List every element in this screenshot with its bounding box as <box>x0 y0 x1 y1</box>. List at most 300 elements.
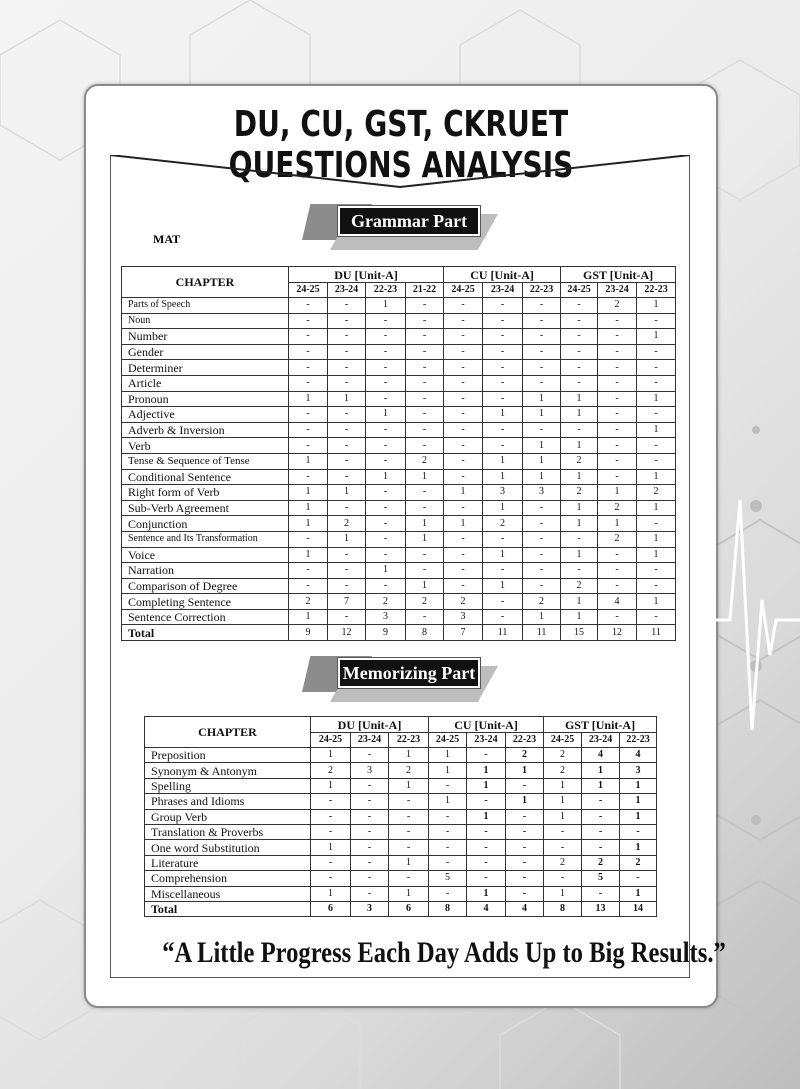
value-cell: - <box>351 794 389 809</box>
value-cell: 2 <box>561 485 598 501</box>
value-cell: - <box>328 453 366 469</box>
value-cell: - <box>289 438 328 454</box>
value-cell: - <box>637 407 676 423</box>
value-cell: - <box>406 407 444 423</box>
value-cell: - <box>351 840 389 855</box>
value-cell: - <box>506 824 544 839</box>
chapter-cell: Spelling <box>145 778 311 793</box>
value-cell: - <box>311 794 351 809</box>
value-cell: 1 <box>406 531 444 547</box>
group-header-du: DU [Unit-A] <box>289 267 444 283</box>
value-cell: - <box>328 547 366 563</box>
value-cell: - <box>523 563 561 579</box>
value-cell: - <box>366 313 406 329</box>
table-row <box>122 516 676 532</box>
chapter-cell: Pronoun <box>122 391 289 407</box>
value-cell: - <box>561 344 598 360</box>
value-cell: 2 <box>406 594 444 610</box>
chapter-header: CHAPTER <box>122 267 289 298</box>
value-cell: 4 <box>582 748 620 763</box>
value-cell: - <box>444 563 483 579</box>
value-cell: 2 <box>366 594 406 610</box>
value-cell: - <box>523 547 561 563</box>
value-cell: - <box>429 824 467 839</box>
year-header: 23-24 <box>483 283 523 298</box>
value-cell: - <box>467 748 506 763</box>
value-cell: 1 <box>582 763 620 778</box>
table-row <box>145 840 657 855</box>
value-cell: - <box>351 809 389 824</box>
value-cell: - <box>328 375 366 391</box>
value-cell: 1 <box>366 469 406 485</box>
value-cell: 3 <box>366 609 406 625</box>
value-cell: 2 <box>483 516 523 532</box>
total-row <box>122 625 676 641</box>
value-cell: - <box>366 360 406 376</box>
value-cell: 2 <box>328 516 366 532</box>
grammar-table <box>121 266 676 641</box>
value-cell: - <box>506 855 544 870</box>
heartbeat-line-icon <box>716 480 800 760</box>
value-cell: 2 <box>620 855 657 870</box>
group-header-du: DU [Unit-A] <box>311 717 429 733</box>
value-cell: 1 <box>483 578 523 594</box>
value-cell: 1 <box>289 453 328 469</box>
value-cell: - <box>506 871 544 886</box>
chapter-cell: Sentence and Its Transformation <box>122 531 289 547</box>
value-cell: 1 <box>328 391 366 407</box>
year-header: 24-25 <box>311 733 351 748</box>
total-label: Total <box>122 625 289 641</box>
value-cell: 2 <box>389 763 429 778</box>
total-cell: 14 <box>620 901 657 916</box>
value-cell: - <box>444 375 483 391</box>
total-cell: 12 <box>328 625 366 641</box>
value-cell: - <box>351 748 389 763</box>
value-cell: - <box>483 313 523 329</box>
year-header: 22-23 <box>506 733 544 748</box>
value-cell: - <box>561 298 598 314</box>
value-cell: - <box>311 871 351 886</box>
value-cell: 2 <box>637 485 676 501</box>
table-row <box>122 344 676 360</box>
value-cell: 1 <box>637 329 676 345</box>
value-cell: 1 <box>429 763 467 778</box>
grammar-banner-label: Grammar Part <box>338 206 480 236</box>
value-cell: - <box>406 391 444 407</box>
table-row <box>122 375 676 391</box>
value-cell: - <box>444 531 483 547</box>
value-cell: - <box>366 375 406 391</box>
value-cell: - <box>582 794 620 809</box>
value-cell: - <box>351 886 389 901</box>
value-cell: 3 <box>351 763 389 778</box>
value-cell: - <box>289 298 328 314</box>
group-header-gst: GST [Unit-A] <box>544 717 657 733</box>
chapter-cell: Literature <box>145 855 311 870</box>
value-cell: 3 <box>483 485 523 501</box>
year-header: 23-24 <box>328 283 366 298</box>
value-cell: 1 <box>620 886 657 901</box>
table-row <box>122 485 676 501</box>
value-cell: - <box>406 438 444 454</box>
value-cell: - <box>351 871 389 886</box>
value-cell: 1 <box>289 516 328 532</box>
value-cell: - <box>637 360 676 376</box>
value-cell: - <box>328 469 366 485</box>
value-cell: - <box>389 840 429 855</box>
value-cell: - <box>561 360 598 376</box>
value-cell: 1 <box>637 500 676 516</box>
total-cell: 11 <box>523 625 561 641</box>
value-cell: - <box>406 313 444 329</box>
value-cell: - <box>598 469 637 485</box>
value-cell: 1 <box>467 763 506 778</box>
chapter-cell: Article <box>122 375 289 391</box>
chapter-cell: Phrases and Idioms <box>145 794 311 809</box>
value-cell: - <box>406 547 444 563</box>
table-row <box>122 563 676 579</box>
value-cell: - <box>561 422 598 438</box>
value-cell: 1 <box>523 407 561 423</box>
chapter-cell: Comprehension <box>145 871 311 886</box>
table-row <box>145 886 657 901</box>
value-cell: - <box>351 824 389 839</box>
value-cell: 1 <box>561 407 598 423</box>
value-cell: - <box>483 594 523 610</box>
chapter-cell: Gender <box>122 344 289 360</box>
value-cell: 1 <box>483 453 523 469</box>
total-cell: 11 <box>483 625 523 641</box>
value-cell: 1 <box>637 469 676 485</box>
total-cell: 7 <box>444 625 483 641</box>
value-cell: 2 <box>598 298 637 314</box>
year-header: 23-24 <box>598 283 637 298</box>
value-cell: - <box>444 578 483 594</box>
year-header: 22-23 <box>366 283 406 298</box>
value-cell: - <box>523 360 561 376</box>
table-row <box>122 609 676 625</box>
value-cell: - <box>444 469 483 485</box>
value-cell: 2 <box>544 763 582 778</box>
chapter-cell: Noun <box>122 313 289 329</box>
value-cell: - <box>483 360 523 376</box>
value-cell: 1 <box>561 469 598 485</box>
value-cell: - <box>289 563 328 579</box>
value-cell: - <box>366 516 406 532</box>
value-cell: 1 <box>467 886 506 901</box>
table-row <box>145 748 657 763</box>
value-cell: 1 <box>366 407 406 423</box>
value-cell: 3 <box>444 609 483 625</box>
value-cell: 1 <box>561 516 598 532</box>
value-cell: - <box>467 794 506 809</box>
value-cell: - <box>328 500 366 516</box>
chapter-cell: Conjunction <box>122 516 289 532</box>
table-row <box>122 360 676 376</box>
value-cell: 1 <box>328 485 366 501</box>
value-cell: - <box>483 298 523 314</box>
value-cell: - <box>561 329 598 345</box>
table-row <box>145 855 657 870</box>
value-cell: - <box>289 531 328 547</box>
value-cell: - <box>523 422 561 438</box>
value-cell: - <box>620 871 657 886</box>
value-cell: - <box>406 485 444 501</box>
value-cell: - <box>598 422 637 438</box>
value-cell: - <box>429 809 467 824</box>
value-cell: - <box>406 329 444 345</box>
table-row <box>122 422 676 438</box>
value-cell: - <box>366 329 406 345</box>
value-cell: 3 <box>620 763 657 778</box>
value-cell: - <box>406 344 444 360</box>
value-cell: - <box>523 500 561 516</box>
value-cell: - <box>366 485 406 501</box>
value-cell: 2 <box>523 594 561 610</box>
value-cell: 1 <box>637 547 676 563</box>
value-cell: 1 <box>406 516 444 532</box>
value-cell: 1 <box>289 547 328 563</box>
value-cell: - <box>289 313 328 329</box>
value-cell: - <box>429 886 467 901</box>
table-row <box>122 298 676 314</box>
value-cell: 2 <box>406 453 444 469</box>
year-header: 24-25 <box>429 733 467 748</box>
value-cell: - <box>444 422 483 438</box>
value-cell: 2 <box>289 594 328 610</box>
value-cell: - <box>598 578 637 594</box>
total-cell: 12 <box>598 625 637 641</box>
value-cell: - <box>598 563 637 579</box>
value-cell: 1 <box>444 485 483 501</box>
value-cell: - <box>523 313 561 329</box>
value-cell: - <box>523 344 561 360</box>
table-row <box>122 594 676 610</box>
group-header-cu: CU [Unit-A] <box>444 267 561 283</box>
value-cell: - <box>637 344 676 360</box>
value-cell: 1 <box>561 391 598 407</box>
value-cell: 1 <box>483 469 523 485</box>
chapter-cell: Group Verb <box>145 809 311 824</box>
value-cell: 2 <box>582 855 620 870</box>
value-cell: - <box>366 547 406 563</box>
table-row <box>122 469 676 485</box>
value-cell: - <box>582 886 620 901</box>
chapter-cell: Comparison of Degree <box>122 578 289 594</box>
value-cell: 1 <box>637 422 676 438</box>
value-cell: - <box>523 578 561 594</box>
year-header: 24-25 <box>544 733 582 748</box>
value-cell: - <box>483 609 523 625</box>
value-cell: - <box>506 809 544 824</box>
table-row <box>122 547 676 563</box>
table-row <box>145 809 657 824</box>
value-cell: - <box>289 329 328 345</box>
value-cell: - <box>328 298 366 314</box>
total-label: Total <box>145 901 311 916</box>
value-cell: - <box>389 809 429 824</box>
chapter-cell: Sub-Verb Agreement <box>122 500 289 516</box>
value-cell: 1 <box>637 531 676 547</box>
value-cell: 1 <box>429 748 467 763</box>
value-cell: - <box>444 500 483 516</box>
value-cell: - <box>289 422 328 438</box>
year-header: 22-23 <box>523 283 561 298</box>
value-cell: 5 <box>429 871 467 886</box>
value-cell: 7 <box>328 594 366 610</box>
value-cell: - <box>483 531 523 547</box>
value-cell: - <box>483 438 523 454</box>
chapter-cell: Sentence Correction <box>122 609 289 625</box>
value-cell: - <box>544 824 582 839</box>
total-cell: 13 <box>582 901 620 916</box>
value-cell: 1 <box>311 840 351 855</box>
value-cell: 1 <box>620 809 657 824</box>
value-cell: - <box>637 438 676 454</box>
value-cell: - <box>289 407 328 423</box>
value-cell: - <box>429 840 467 855</box>
value-cell: 1 <box>406 578 444 594</box>
table-row <box>145 778 657 793</box>
value-cell: - <box>366 500 406 516</box>
value-cell: 1 <box>598 485 637 501</box>
chapter-cell: Number <box>122 329 289 345</box>
value-cell: - <box>328 578 366 594</box>
table-row <box>122 313 676 329</box>
chapter-cell: Voice <box>122 547 289 563</box>
value-cell: 4 <box>620 748 657 763</box>
value-cell: 1 <box>561 438 598 454</box>
year-header: 22-23 <box>620 733 657 748</box>
value-cell: - <box>289 578 328 594</box>
table-row <box>122 391 676 407</box>
motivational-quote: “A Little Progress Each Day Adds Up to Big Results.” <box>162 936 726 969</box>
value-cell: - <box>523 531 561 547</box>
value-cell: - <box>328 609 366 625</box>
year-header: 23-24 <box>582 733 620 748</box>
table-row <box>122 578 676 594</box>
value-cell: - <box>328 329 366 345</box>
value-cell: - <box>582 840 620 855</box>
value-cell: - <box>598 329 637 345</box>
value-cell: - <box>483 375 523 391</box>
value-cell: - <box>289 360 328 376</box>
year-header: 22-23 <box>389 733 429 748</box>
value-cell: 1 <box>637 391 676 407</box>
value-cell: - <box>406 360 444 376</box>
chapter-cell: Parts of Speech <box>122 298 289 314</box>
value-cell: - <box>366 438 406 454</box>
value-cell: - <box>351 855 389 870</box>
value-cell: 1 <box>544 809 582 824</box>
value-cell: 1 <box>620 840 657 855</box>
value-cell: 1 <box>506 763 544 778</box>
value-cell: - <box>406 375 444 391</box>
value-cell: - <box>429 855 467 870</box>
value-cell: - <box>444 453 483 469</box>
value-cell: 4 <box>598 594 637 610</box>
value-cell: 2 <box>598 531 637 547</box>
value-cell: - <box>444 407 483 423</box>
value-cell: - <box>598 313 637 329</box>
value-cell: - <box>467 855 506 870</box>
value-cell: - <box>444 391 483 407</box>
value-cell: 2 <box>544 855 582 870</box>
value-cell: - <box>561 313 598 329</box>
value-cell: - <box>289 469 328 485</box>
value-cell: - <box>389 794 429 809</box>
year-header: 24-25 <box>444 283 483 298</box>
value-cell: 1 <box>637 298 676 314</box>
value-cell: - <box>366 578 406 594</box>
value-cell: - <box>637 516 676 532</box>
value-cell: 1 <box>289 391 328 407</box>
value-cell: - <box>483 344 523 360</box>
value-cell: - <box>328 563 366 579</box>
value-cell: - <box>328 422 366 438</box>
value-cell: - <box>444 313 483 329</box>
year-header: 21-22 <box>406 283 444 298</box>
value-cell: - <box>366 391 406 407</box>
chapter-cell: Right form of Verb <box>122 485 289 501</box>
value-cell: - <box>366 422 406 438</box>
value-cell: 1 <box>389 748 429 763</box>
value-cell: 1 <box>289 500 328 516</box>
value-cell: - <box>598 453 637 469</box>
value-cell: - <box>429 778 467 793</box>
value-cell: - <box>366 453 406 469</box>
value-cell: - <box>523 329 561 345</box>
value-cell: 1 <box>311 748 351 763</box>
value-cell: 3 <box>523 485 561 501</box>
value-cell: - <box>328 344 366 360</box>
total-cell: 9 <box>366 625 406 641</box>
value-cell: 1 <box>561 594 598 610</box>
value-cell: - <box>328 438 366 454</box>
value-cell: 1 <box>406 469 444 485</box>
value-cell: - <box>582 809 620 824</box>
value-cell: - <box>483 422 523 438</box>
value-cell: 2 <box>506 748 544 763</box>
chapter-cell: Conditional Sentence <box>122 469 289 485</box>
chapter-cell: Completing Sentence <box>122 594 289 610</box>
value-cell: 1 <box>561 500 598 516</box>
value-cell: - <box>598 391 637 407</box>
subject-label: MAT <box>153 232 181 246</box>
value-cell: 2 <box>598 500 637 516</box>
chapter-cell: Translation & Proverbs <box>145 824 311 839</box>
value-cell: - <box>598 407 637 423</box>
value-cell: 1 <box>561 547 598 563</box>
total-cell: 6 <box>311 901 351 916</box>
table-row <box>145 871 657 886</box>
table-row <box>145 794 657 809</box>
value-cell: - <box>467 840 506 855</box>
year-header: 24-25 <box>289 283 328 298</box>
total-cell: 4 <box>467 901 506 916</box>
value-cell: 1 <box>523 469 561 485</box>
value-cell: - <box>444 344 483 360</box>
value-cell: - <box>406 422 444 438</box>
value-cell: - <box>598 360 637 376</box>
memorizing-banner <box>302 654 498 704</box>
table-row <box>122 407 676 423</box>
grammar-banner <box>302 202 498 252</box>
total-cell: 11 <box>637 625 676 641</box>
page-title: DU, CU, GST, CKRUET QUESTIONS ANALYSIS <box>228 104 574 186</box>
chapter-cell: One word Substitution <box>145 840 311 855</box>
